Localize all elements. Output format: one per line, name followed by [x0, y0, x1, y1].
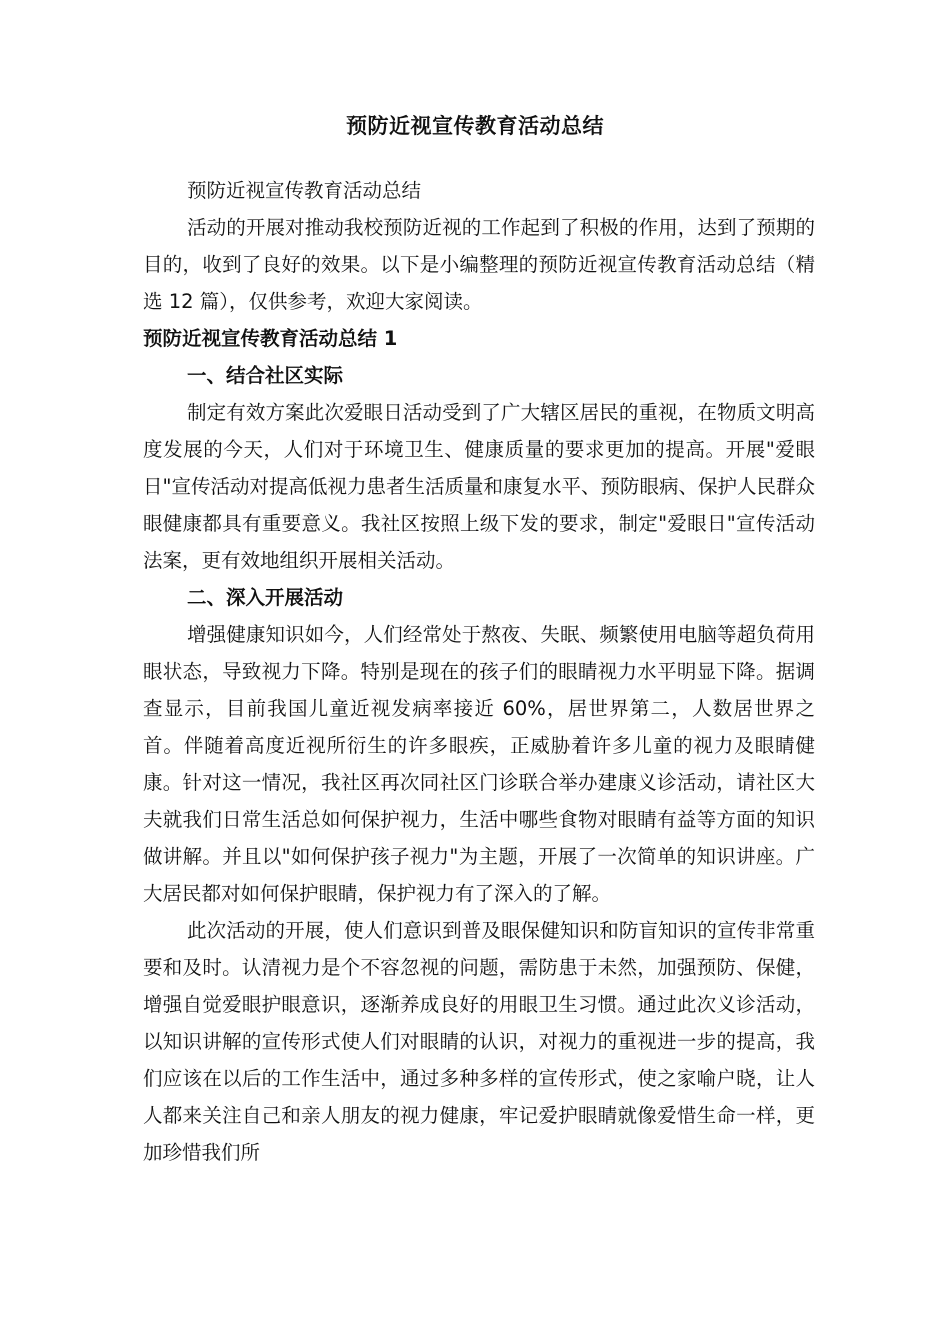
- section-heading: 预防近视宣传教育活动总结 1: [143, 327, 398, 350]
- part-heading-1: 一、结合社区实际: [187, 364, 344, 387]
- document-title: 预防近视宣传教育活动总结: [346, 114, 604, 138]
- document-body: [143, 172, 815, 1171]
- intro-paragraph: 活动的开展对推动我校预防近视的工作起到了积极的作用，达到了预期的目的，收到了良好的效果。以下是小编整理的预防近视宣传教育活动总结（精选 12 篇），仅供参考，欢迎大家阅读。: [143, 216, 815, 313]
- part-paragraph-2a: 增强健康知识如今，人们经常处于熬夜、失眠、频繁使用电脑等超负荷用眼状态，导致视力下降。特别是现在的孩子们的眼睛视力水平明显下降。据调查显示，目前我国儿童近视发病率接近 60%，居世界第二，人数居世界之首。伴随着高度近视所衍生的许多眼疾，正威胁着许多儿童的视力及眼睛健康。针对这一情况，我社区再次同社区门诊联合举办建康义诊活动，请社区大夫就我们日常生活总如何保护视力，生活中哪些食物对眼睛有益等方面的知识做讲解。并且以"如何保护孩子视力"为主题，开展了一次简单的知识讲座。广大居民都对如何保护眼睛，保护视力有了深入的了解。: [143, 623, 815, 905]
- part-heading-2: 二、深入开展活动: [187, 586, 344, 609]
- part-paragraph-1: 制定有效方案此次爱眼日活动受到了广大辖区居民的重视，在物质文明高度发展的今天，人们对于环境卫生、健康质量的要求更加的提高。开展"爱眼日"宣传活动对提高低视力患者生活质量和康复水平、预防眼病、保护人民群众眼健康都具有重要意义。我社区按照上级下发的要求，制定"爱眼日"宣传活动法案，更有效地组织开展相关活动。: [143, 401, 815, 572]
- intro-subtitle: 预防近视宣传教育活动总结: [187, 179, 422, 202]
- part-paragraph-2b: 此次活动的开展，使人们意识到普及眼保健知识和防盲知识的宣传非常重要和及时。认清视力是个不容忽视的问题，需防患于未然，加强预防、保健，增强自觉爱眼护眼意识，逐渐养成良好的用眼卫生习惯。通过此次义诊活动，以知识讲解的宣传形式使人们对眼睛的认识，对视力的重视进一步的提高，我们应该在以后的工作生活中，通过多种多样的宣传形式，使之家喻户晓，让人人都来关注自己和亲人朋友的视力健康，牢记爱护眼睛就像爱惜生命一样，更加珍惜我们所: [143, 919, 815, 1164]
